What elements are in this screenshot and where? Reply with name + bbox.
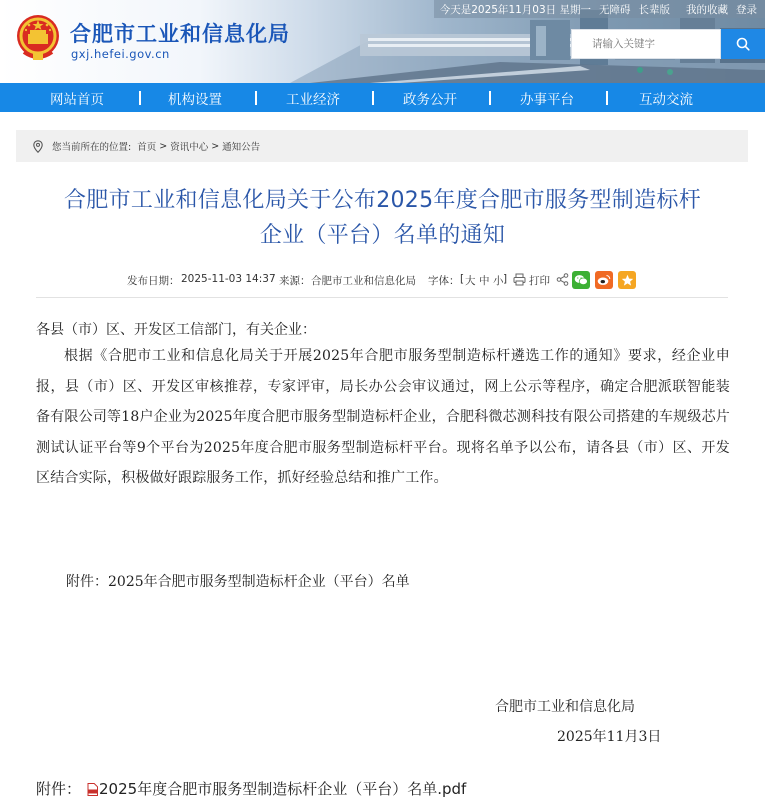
breadcrumb-separator: >	[159, 140, 168, 152]
search-input[interactable]	[571, 29, 721, 59]
attachment-row	[36, 778, 466, 799]
publish-date-label: 发布日期：	[127, 275, 180, 287]
favorite-share-icon[interactable]	[618, 271, 636, 289]
article-meta	[0, 270, 765, 290]
article-title	[20, 183, 745, 253]
login-link[interactable]: 登录	[736, 3, 757, 16]
share-icon[interactable]	[556, 273, 569, 286]
nav-item-industrial-economy[interactable]: 工业经济	[286, 91, 340, 108]
main-nav	[0, 83, 765, 112]
breadcrumb	[16, 130, 748, 162]
nav-item-government-affairs[interactable]: 政务公开	[403, 91, 457, 108]
national-emblem-icon[interactable]	[16, 14, 60, 62]
weibo-icon	[597, 274, 611, 286]
article-paragraph: 根据《合肥市工业和信息化局关于开展2025年合肥市服务型制造标杆遴选工作的通知》要求，经企业申报，县（市）区、开发区审核推荐，专家评审，局长办公会审议通过，网上公示等程序，确定合肥派联智能装备有限公司等18户企业为2025年度合肥市服务型制造标杆企业，合肥科微芯测科技有限公司搭建的车规级芯片测试认证平台等9个平台为2025年度合肥市服务型制造标杆平台。现将名单予以公布，请各县（市）区、开发区结合实际，积极做好跟踪服务工作，抓好经验总结和推广工作。	[36, 348, 730, 486]
attachment-file-link[interactable]: 2025年度合肥市服务型制造标杆企业（平台）名单.pdf	[99, 780, 467, 798]
publish-date: 2025-11-03 14:37	[181, 273, 276, 285]
font-bracket: ]	[503, 273, 508, 285]
search-icon	[736, 37, 750, 51]
nav-item-interaction[interactable]: 互动交流	[639, 91, 693, 108]
nav-item-service-platform[interactable]: 办事平台	[520, 91, 574, 108]
site-header	[0, 0, 765, 83]
font-small-button[interactable]: 小	[493, 275, 504, 287]
site-name[interactable]: 合肥市工业和信息化局	[70, 22, 290, 46]
article-title-line: 合肥市工业和信息化局关于公布2025年度合肥市服务型制造标杆	[64, 188, 701, 213]
print-button[interactable]: 打印	[529, 275, 550, 287]
font-size-label: 字体：	[428, 275, 460, 287]
article-title-line: 企业（平台）名单的通知	[259, 223, 506, 248]
signature-date: 2025年11月3日	[557, 729, 662, 745]
top-utility-bar	[434, 0, 765, 18]
wechat-share-icon[interactable]	[572, 271, 590, 289]
attachment-label: 附件：	[36, 780, 82, 798]
article-divider	[36, 297, 728, 298]
nav-separator	[372, 91, 374, 105]
nav-item-home[interactable]: 网站首页	[50, 91, 104, 108]
nav-separator	[489, 91, 491, 105]
nav-separator	[255, 91, 257, 105]
favorites-link[interactable]: 我的收藏	[686, 3, 728, 16]
breadcrumb-news-center[interactable]: 资讯中心	[170, 142, 209, 153]
font-bracket: [	[460, 273, 465, 285]
site-url: gxj.hefei.gov.cn	[71, 47, 170, 61]
nav-item-organization[interactable]: 机构设置	[168, 91, 222, 108]
breadcrumb-notices[interactable]: 通知公告	[222, 142, 261, 153]
signature-organization: 合肥市工业和信息化局	[495, 699, 635, 715]
source-label: 来源：	[279, 275, 311, 287]
wechat-icon	[574, 274, 588, 286]
nav-separator	[606, 91, 608, 105]
print-icon[interactable]	[513, 273, 526, 286]
font-medium-button[interactable]: 中	[479, 275, 490, 287]
star-icon	[621, 274, 634, 287]
elder-mode-link[interactable]: 长辈版	[638, 3, 670, 16]
salutation: 各县（市）区、开发区工信部门，有关企业：	[36, 322, 316, 338]
location-pin-icon	[33, 140, 43, 153]
source-name: 合肥市工业和信息化局	[311, 275, 416, 287]
weibo-share-icon[interactable]	[595, 271, 613, 289]
accessibility-link[interactable]: 无障碍	[599, 3, 631, 16]
breadcrumb-separator: >	[211, 140, 220, 152]
search-button[interactable]	[721, 29, 765, 59]
breadcrumb-home[interactable]: 首页	[137, 142, 157, 153]
nav-separator	[139, 91, 141, 105]
breadcrumb-prefix: 您当前所在的位置:	[52, 142, 132, 153]
font-large-button[interactable]: 大	[465, 275, 476, 287]
current-date: 今天是2025年11月03日 星期一	[439, 3, 591, 16]
attachment-inline-text: 附件：2025年合肥市服务型制造标杆企业（平台）名单	[66, 574, 410, 590]
pdf-file-icon	[87, 783, 98, 796]
